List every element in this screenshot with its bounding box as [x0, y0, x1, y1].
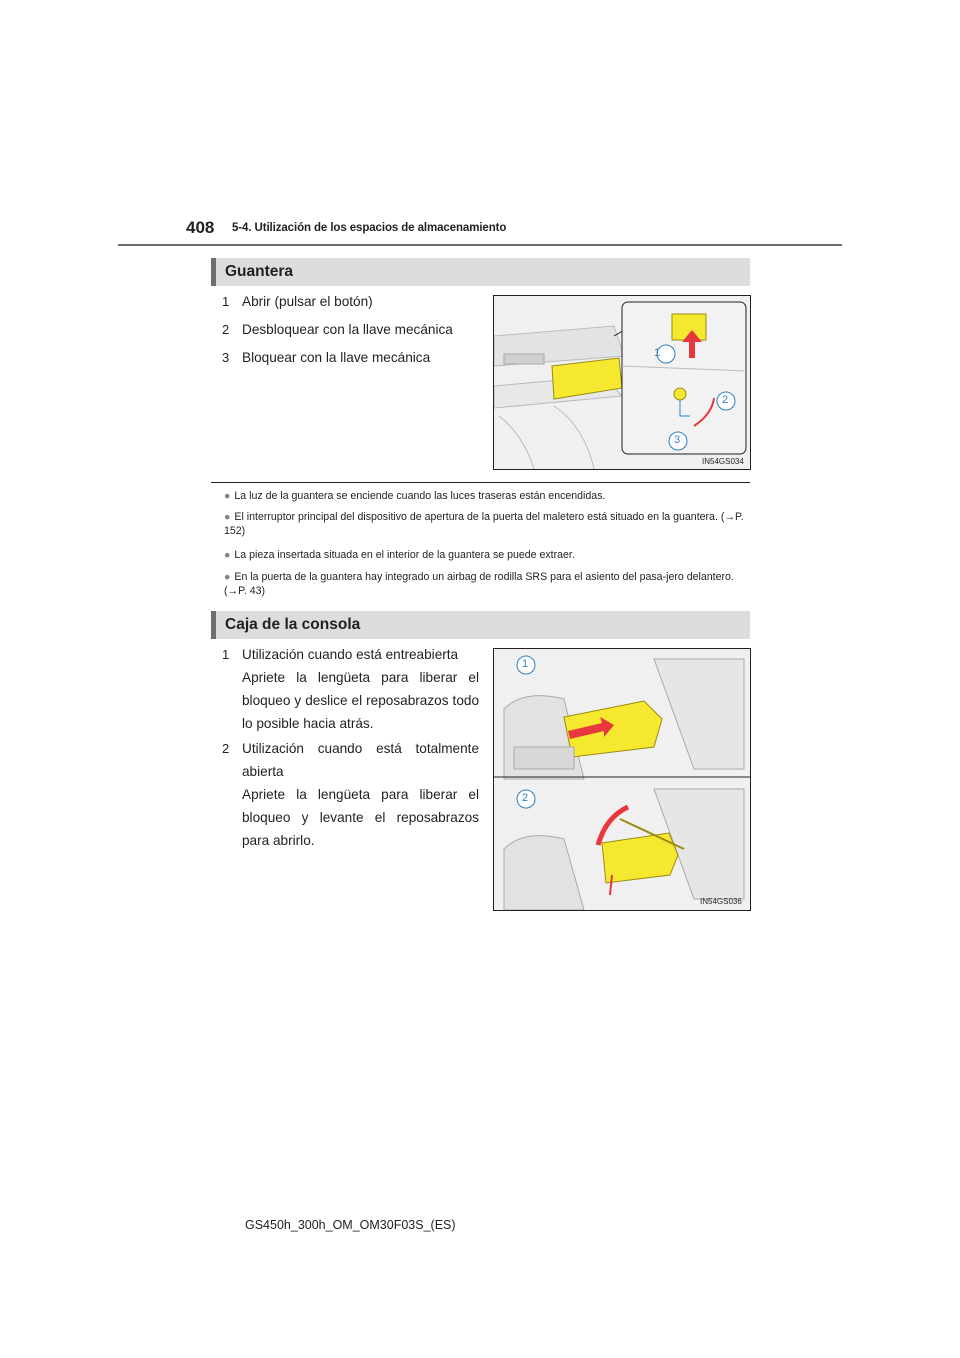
bullet-icon: ●: [224, 549, 231, 561]
console-item-2-title: Utilización cuando está totalmente abierta: [242, 741, 479, 779]
glovebox-drawing: [494, 296, 750, 469]
note-text: La luz de la guantera se enciende cuando las luces traseras están encendidas.: [234, 490, 606, 502]
bullet-icon: ●: [224, 511, 231, 523]
callout-2: 2: [722, 394, 729, 406]
glovebox-item-1: Abrir (pulsar el botón): [242, 294, 373, 309]
console-item-2-text: Apriete la lengüeta para liberar el bloqueo y levante el reposabrazos para abrirlo.: [242, 787, 479, 848]
image-code: IN54GS034: [702, 457, 744, 466]
console-item-2: [242, 737, 479, 852]
item-number-2: 2: [222, 741, 230, 756]
note-text: La pieza insertada situada en el interior de la guantera se puede extraer.: [234, 549, 575, 561]
section-title: Caja de la consola: [225, 616, 361, 633]
section-header-consola: [211, 611, 750, 639]
section-bar: [211, 258, 216, 286]
bullet-icon: ●: [224, 571, 231, 583]
section-bar: [211, 611, 216, 639]
bullet-icon: ●: [224, 490, 231, 502]
header-rule: [118, 244, 842, 246]
section-header-guantera: [211, 258, 750, 286]
note-3: [224, 548, 750, 562]
note-4: [224, 570, 750, 598]
chapter-title: 5-4. Utilización de los espacios de almacenamiento: [232, 222, 507, 234]
console-item-1-title: Utilización cuando está entreabierta: [242, 647, 459, 662]
callout-1: 1: [522, 658, 529, 670]
item-number-3: 3: [222, 350, 230, 365]
item-number-2: 2: [222, 322, 230, 337]
page-number: 408: [186, 218, 215, 237]
glovebox-illustration: [493, 295, 751, 470]
glovebox-item-3: Bloquear con la llave mecánica: [242, 350, 431, 365]
note-text: En la puerta de la guantera hay integrado un airbag de rodilla SRS para el asiento del pasa-jero delantero. (→P. 43): [224, 571, 734, 597]
callout-1: 1: [654, 347, 661, 359]
item-number-1: 1: [222, 647, 230, 662]
note-1: [224, 489, 750, 503]
callout-2: 2: [522, 792, 529, 804]
callout-3: 3: [674, 434, 681, 446]
section-title: Guantera: [225, 263, 294, 280]
console-illustration: [493, 648, 751, 911]
console-item-1-text: Apriete la lengüeta para liberar el bloqueo y deslice el reposabrazos todo lo posible hacia atrás.: [242, 670, 479, 731]
footer-model: GS450h_300h_OM_OM30F03S_(ES): [245, 1218, 456, 1232]
console-drawing: [494, 649, 750, 910]
item-number-1: 1: [222, 294, 230, 309]
note-2: [224, 510, 750, 538]
image-code: IN54GS036: [700, 897, 742, 906]
note-text: El interruptor principal del dispositivo de apertura de la puerta del maletero está situado en la guantera. (→P. 152): [224, 511, 744, 537]
notes-rule: [211, 482, 750, 483]
console-item-1: [242, 643, 479, 735]
glovebox-item-2: Desbloquear con la llave mecánica: [242, 322, 453, 337]
